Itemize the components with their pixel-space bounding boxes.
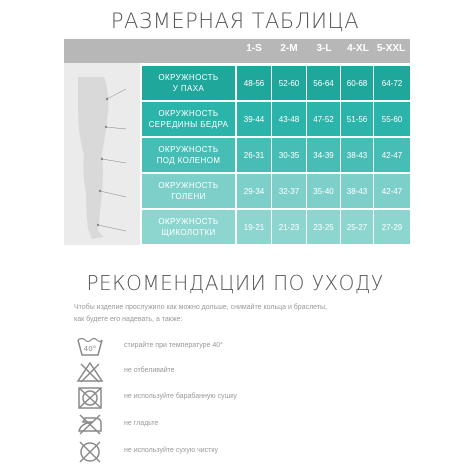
care-intro-line1: Чтобы изделие прослужило как можно дольше, снимайте кольца и браслеты,: [74, 304, 328, 311]
row-label-line2: СЕРЕДИНЫ БЕДРА: [148, 120, 229, 129]
wash-temperature-label: 40°: [83, 345, 97, 353]
no-dry-clean-icon: [76, 440, 104, 464]
care-item-no-bleach: не отбеливайте: [124, 367, 175, 374]
table-cell: 51-56: [341, 102, 373, 136]
table-cell: 38-43: [341, 174, 373, 208]
row-label-line1: ОКРУЖНОСТЬ: [158, 145, 219, 154]
no-iron-icon: [76, 413, 104, 435]
size-header-2: 2-M: [280, 43, 298, 54]
table-cell: 19-21: [237, 210, 271, 244]
wash-40-icon: [76, 335, 104, 357]
care-item-no-iron: не гладьте: [124, 420, 159, 427]
table-cell: 42-47: [374, 138, 410, 172]
table-cell: 38-43: [341, 138, 373, 172]
table-cell: 55-60: [374, 102, 410, 136]
table-cell: 47-52: [307, 102, 340, 136]
care-title: РЕКОМЕНДАЦИИ ПО УХОДУ: [86, 271, 384, 295]
no-tumble-dry-icon: [76, 386, 104, 410]
row-label-below-knee: [142, 138, 235, 172]
size-header-3: 3-L: [316, 43, 332, 54]
size-header-4: 4-XL: [347, 43, 369, 54]
table-cell: 42-47: [374, 174, 410, 208]
table-cell: 27-29: [374, 210, 410, 244]
table-cell: 34-39: [307, 138, 340, 172]
table-cell: 64-72: [374, 66, 410, 100]
table-cell: 43-48: [272, 102, 306, 136]
size-table: [64, 39, 410, 245]
table-cell: 29-34: [237, 174, 271, 208]
row-label-line2: ГОЛЕНИ: [171, 192, 206, 201]
table-cell: 60-68: [341, 66, 373, 100]
table-cell: 21-23: [272, 210, 306, 244]
row-label-groin: [142, 66, 235, 100]
table-cell: 56-64: [307, 66, 340, 100]
row-label-line1: ОКРУЖНОСТЬ: [158, 109, 219, 118]
table-cell: 48-56: [237, 66, 271, 100]
row-label-ankle: [142, 210, 235, 244]
no-bleach-icon: [76, 361, 104, 383]
row-label-line1: ОКРУЖНОСТЬ: [158, 217, 219, 226]
care-item-wash: стирайте при температуре 40°: [124, 342, 223, 349]
row-label-line2: ПОД КОЛЕНОМ: [156, 156, 221, 165]
table-cell: 32-37: [272, 174, 306, 208]
care-item-no-dry-clean: не используйте сухую чистку: [124, 447, 218, 454]
table-cell: 23-25: [307, 210, 340, 244]
size-table-title: РАЗМЕРНАЯ ТАБЛИЦА: [110, 9, 360, 33]
row-label-calf: [142, 174, 235, 208]
care-item-no-tumble-dry: не используйте барабанную сушку: [124, 393, 237, 400]
table-cell: 25-27: [341, 210, 373, 244]
row-label-line2: ЩИКОЛОТКИ: [161, 228, 216, 237]
table-cell: 26-31: [237, 138, 271, 172]
table-cell: 52-60: [272, 66, 306, 100]
table-cell: 30-35: [272, 138, 306, 172]
row-label-line1: ОКРУЖНОСТЬ: [158, 181, 219, 190]
size-header-5: 5-XXL: [376, 43, 406, 54]
row-label-mid-thigh: [142, 102, 235, 136]
row-label-line2: У ПАХА: [172, 84, 205, 93]
size-header-1: 1-S: [246, 43, 262, 54]
table-cell: 35-40: [307, 174, 340, 208]
row-label-line1: ОКРУЖНОСТЬ: [158, 73, 219, 82]
care-intro: [74, 302, 414, 326]
leg-illustration: [64, 63, 140, 245]
care-intro-line2: как будете его надевать, а также:: [74, 316, 183, 323]
table-cell: 39-44: [237, 102, 271, 136]
